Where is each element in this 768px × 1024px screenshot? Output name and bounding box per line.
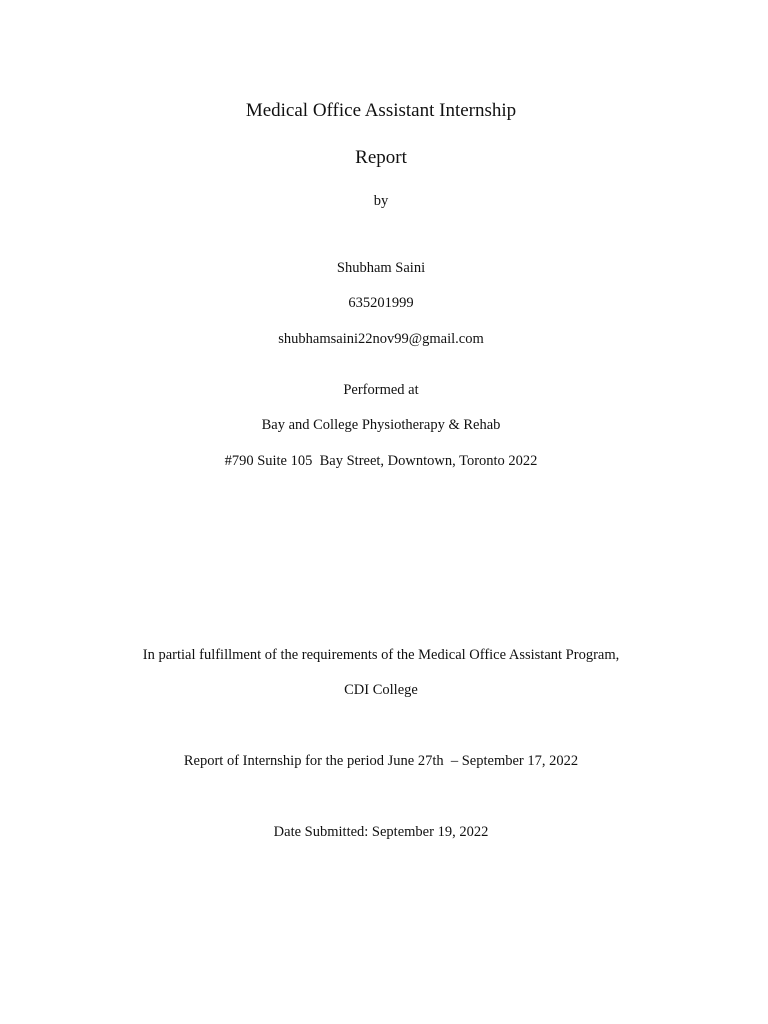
date-submitted: Date Submitted: September 19, 2022	[273, 824, 489, 840]
author-id: 635201999	[348, 295, 414, 311]
performed-at-label: Performed at	[343, 382, 419, 398]
internship-period: Report of Internship for the period June 27th – September 17, 2022	[183, 753, 579, 769]
title-line-1: Medical Office Assistant Internship	[245, 100, 517, 121]
college-name: CDI College	[344, 682, 418, 698]
organization-name: Bay and College Physiotherapy & Rehab	[261, 417, 501, 433]
organization-address: #790 Suite 105 Bay Street, Downtown, Toronto 2022	[224, 453, 538, 469]
fulfillment-statement: In partial fulfillment of the requirements of the Medical Office Assistant Program,	[142, 647, 620, 663]
author-email: shubhamsaini22nov99@gmail.com	[278, 331, 484, 347]
by-label: by	[373, 193, 389, 209]
title-line-2: Report	[355, 147, 407, 168]
author-name: Shubham Saini	[336, 260, 426, 276]
